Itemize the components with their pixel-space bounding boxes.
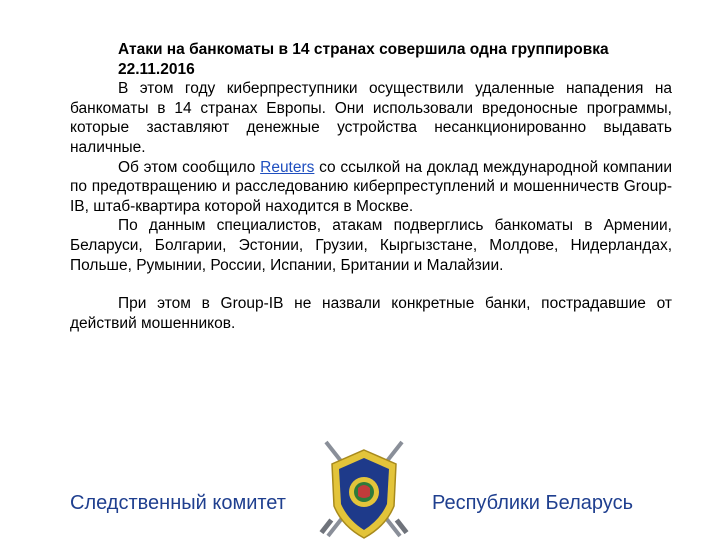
article-title: Атаки на банкоматы в 14 странах совершила одна группировка: [118, 41, 609, 58]
paragraph-2-start: Об этом сообщило: [118, 158, 261, 176]
crossed-swords-emblem-icon: [314, 438, 414, 540]
paragraph-1: В этом году киберпреступники осуществили удаленные нападения на банкоматы в 14 странах Европы. Они использовали вредоносные программы, которые заставляют денежные устройства несанкционированно выдавать наличные.: [70, 80, 672, 156]
article-date: 22.11.2016: [118, 60, 195, 78]
paragraph-2: [70, 158, 672, 217]
footer-committee-label: Следственный комитет: [70, 492, 286, 514]
spacer: [70, 275, 672, 294]
reuters-link[interactable]: Reuters: [260, 158, 315, 176]
article-body: [70, 40, 672, 333]
footer-republic-label: Республики Беларусь: [432, 492, 633, 514]
paragraph-2-end: со ссылкой на доклад международной компании по предотвращению и расследованию киберпреступлений и мошенничеств Group-IB, штаб-квартира которой находится в Москве.: [70, 158, 672, 215]
paragraph-3: По данным специалистов, атакам подверглись банкоматы в Армении, Беларуси, Болгарии, Эстонии, Грузии, Кыргызстане, Молдове, Нидерландах, Польше, Румынии, России, Испании, Британии и Малайзии.: [70, 217, 672, 274]
paragraph-4: При этом в Group-IB не назвали конкретные банки, пострадавшие от действий мошенников.: [70, 295, 672, 332]
